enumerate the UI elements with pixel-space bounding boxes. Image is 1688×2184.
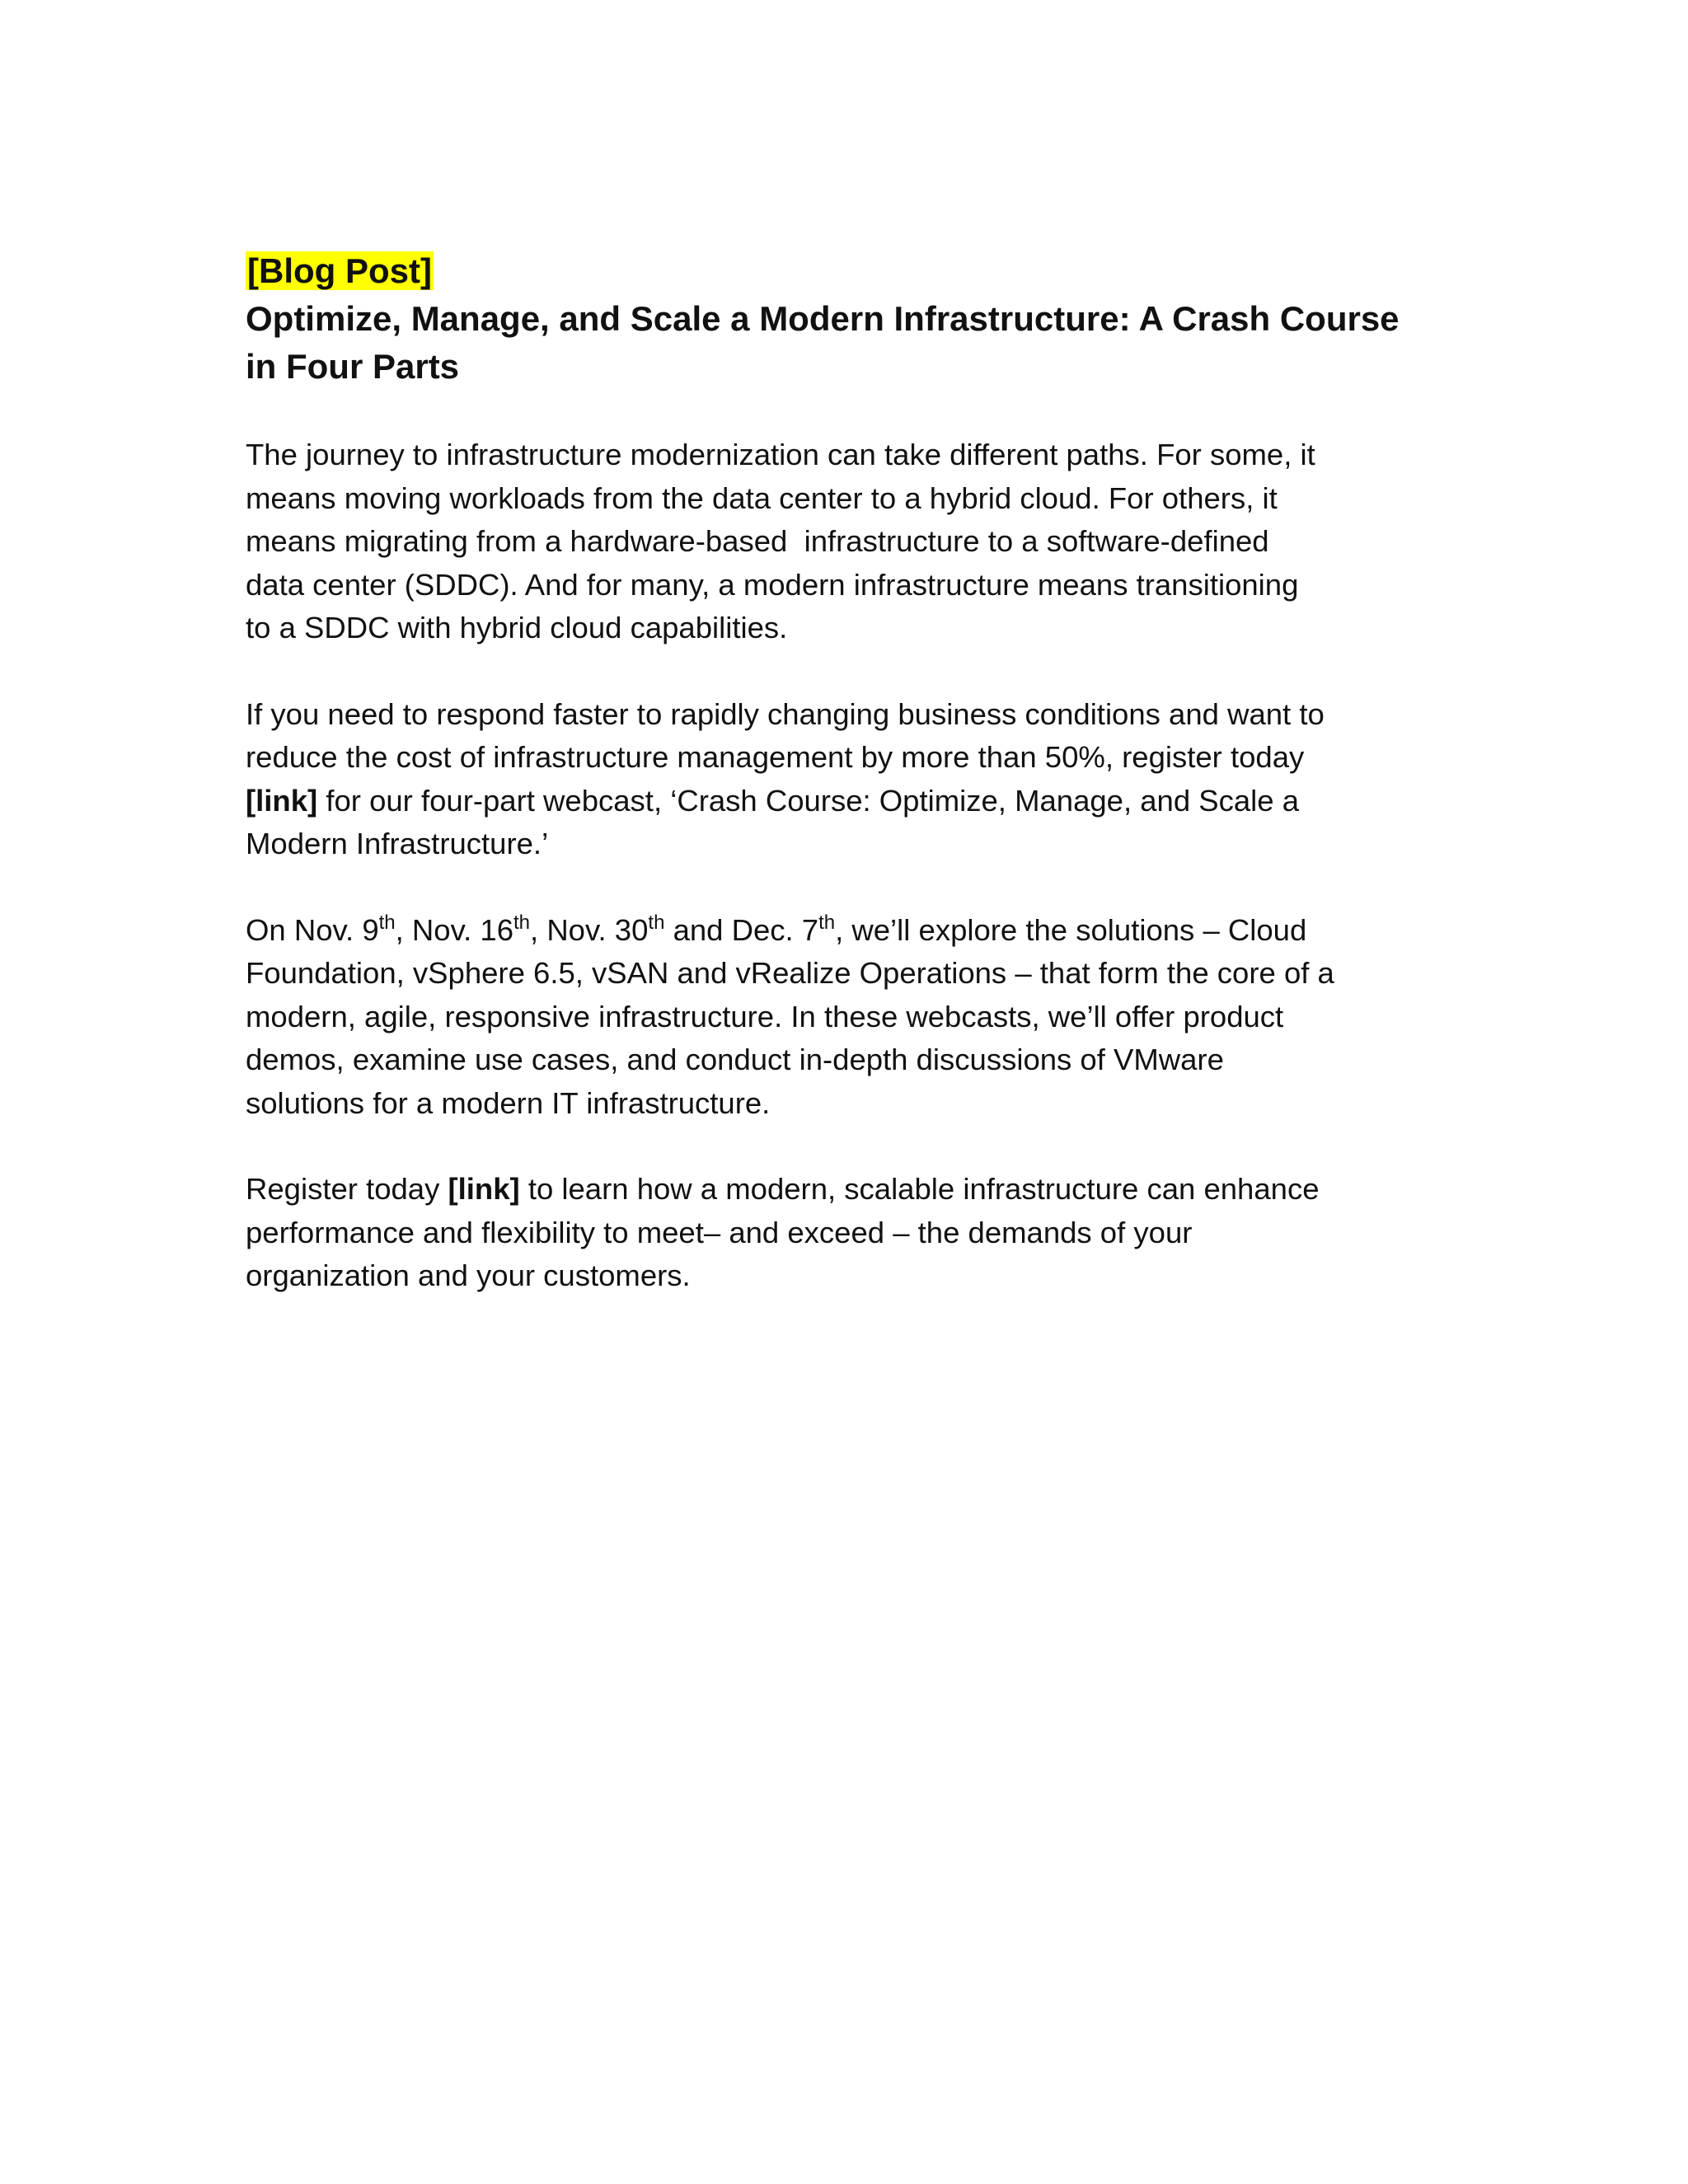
document-title bbox=[246, 295, 1449, 391]
ordinal-suffix: th bbox=[818, 911, 836, 934]
paragraph-3-line: , we’ll explore the solutions – Cloud bbox=[835, 912, 1307, 947]
paragraph-4 bbox=[246, 1168, 1449, 1298]
paragraph-2-line: If you need to respond faster to rapidly changing business conditions and want to bbox=[246, 696, 1325, 731]
paragraph-1-line: means migrating from a hardware-based infrastructure to a software-defined bbox=[246, 524, 1269, 558]
paragraph-2-line: for our four-part webcast, ‘Crash Course: Optimize, Manage, and Scale a bbox=[317, 783, 1300, 818]
date-text: , Nov. 30 bbox=[530, 912, 649, 947]
date-text: and Dec. 7 bbox=[664, 912, 819, 947]
ordinal-suffix: th bbox=[513, 911, 531, 934]
paragraph-1-line: The journey to infrastructure modernization can take different paths. For some, it bbox=[246, 438, 1315, 471]
post-type-tag bbox=[246, 247, 1449, 295]
paragraph-3 bbox=[246, 909, 1449, 1126]
ordinal-suffix: th bbox=[648, 911, 665, 934]
paragraph-2-line: reduce the cost of infrastructure management by more than 50%, register today bbox=[246, 740, 1305, 774]
title-line-1: Optimize, Manage, and Scale a Modern Infrastructure: A Crash Course bbox=[246, 299, 1400, 338]
paragraph-3-line: modern, agile, responsive infrastructure. In these webcasts, we’ll offer product bbox=[246, 999, 1284, 1033]
post-type-highlight: [Blog Post] bbox=[247, 251, 432, 290]
paragraph-2-line: Modern Infrastructure.’ bbox=[246, 827, 549, 860]
title-line-2: in Four Parts bbox=[246, 347, 460, 386]
paragraph-2 bbox=[246, 693, 1449, 866]
document-body bbox=[246, 247, 1449, 1298]
register-link-placeholder[interactable]: [link] bbox=[448, 1172, 520, 1206]
paragraph-4-line: performance and flexibility to meet– and exceed – the demands of your bbox=[246, 1215, 1193, 1249]
webcast-link-placeholder[interactable]: [link] bbox=[246, 783, 318, 818]
paragraph-3-line: Foundation, vSphere 6.5, vSAN and vRealize Operations – that form the core of a bbox=[246, 956, 1334, 990]
paragraph-1 bbox=[246, 434, 1449, 650]
paragraph-1-line: means moving workloads from the data center to a hybrid cloud. For others, it bbox=[246, 480, 1278, 515]
paragraph-4-line: to learn how a modern, scalable infrastructure can enhance bbox=[519, 1172, 1320, 1206]
date-text: On Nov. 9 bbox=[246, 912, 379, 947]
paragraph-1-line: to a SDDC with hybrid cloud capabilities. bbox=[246, 611, 788, 644]
paragraph-3-line: solutions for a modern IT infrastructure. bbox=[246, 1085, 771, 1120]
date-text: , Nov. 16 bbox=[395, 912, 514, 947]
paragraph-3-line: demos, examine use cases, and conduct in-depth discussions of VMware bbox=[246, 1043, 1224, 1076]
paragraph-1-line: data center (SDDC). And for many, a modern infrastructure means transitioning bbox=[246, 567, 1299, 602]
ordinal-suffix: th bbox=[378, 911, 396, 934]
paragraph-4-line: Register today bbox=[246, 1172, 448, 1206]
paragraph-4-line: organization and your customers. bbox=[246, 1258, 691, 1292]
